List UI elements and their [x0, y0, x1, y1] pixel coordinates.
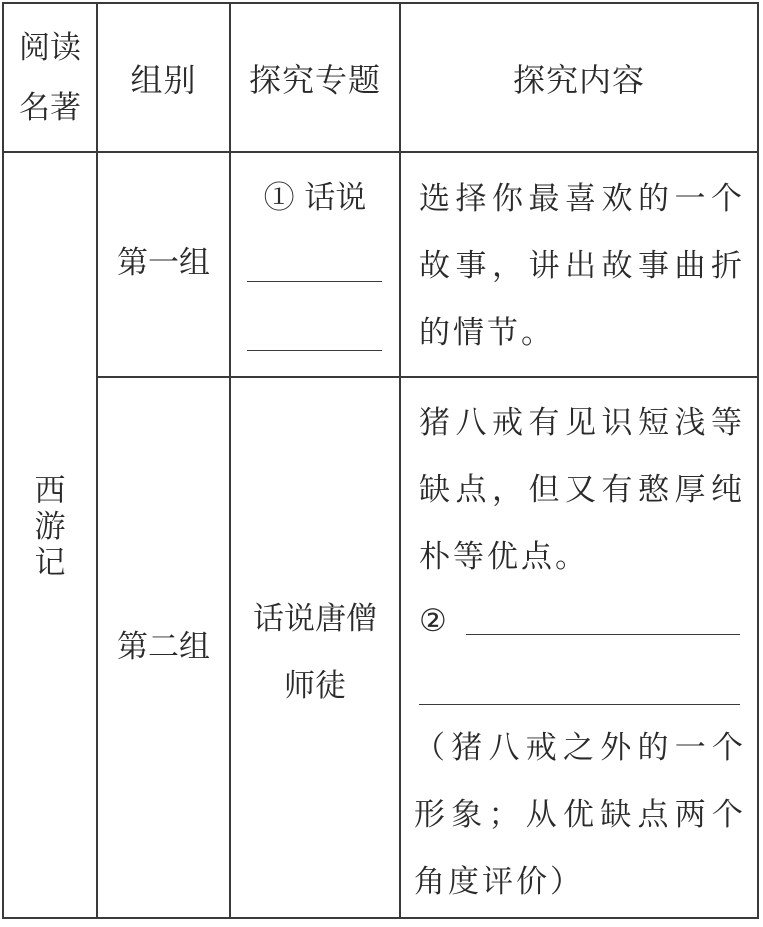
header-book-label: 阅读名著	[19, 29, 81, 126]
row1-topic-cell	[231, 153, 399, 376]
row1-group: 第一组	[117, 245, 210, 281]
header-content-cell	[401, 4, 757, 151]
row2-group-cell	[98, 378, 229, 917]
row2-content-blank-1[interactable]	[466, 634, 740, 635]
row2-topic: 话说唐僧师徒	[253, 600, 377, 704]
row2-topic-cell	[231, 378, 399, 917]
book-name-cell	[4, 153, 96, 917]
header-group-label: 组别	[130, 60, 197, 99]
row2-content-hint: （猪八戒之外的一个形象；从优缺点两个角度评价）	[414, 730, 746, 900]
row2-blank-marker: ②	[419, 603, 450, 639]
header-content-label: 探究内容	[512, 60, 645, 99]
row1-topic-prefix: ① 话说	[263, 180, 367, 216]
row2-content-blank-2[interactable]	[419, 704, 740, 705]
header-topic-cell	[231, 4, 399, 151]
table-bottom-border	[2, 917, 759, 919]
row2-content-intro: 猪八戒有见识短浅等缺点，但又有憨厚纯朴等优点。	[419, 405, 745, 575]
book-name: 西游记	[34, 473, 66, 581]
row1-topic-blank-2[interactable]	[247, 350, 382, 351]
row1-content: 选择你最喜欢的一个故事，讲出故事曲折的情节。	[419, 181, 745, 351]
row1-topic-blank-1[interactable]	[247, 281, 382, 282]
header-group-cell	[98, 4, 229, 151]
row1-group-cell	[98, 153, 229, 376]
table-right-border	[757, 2, 759, 919]
header-book-cell	[4, 4, 96, 151]
row2-group: 第二组	[117, 629, 210, 665]
header-topic-label: 探究专题	[248, 60, 381, 99]
